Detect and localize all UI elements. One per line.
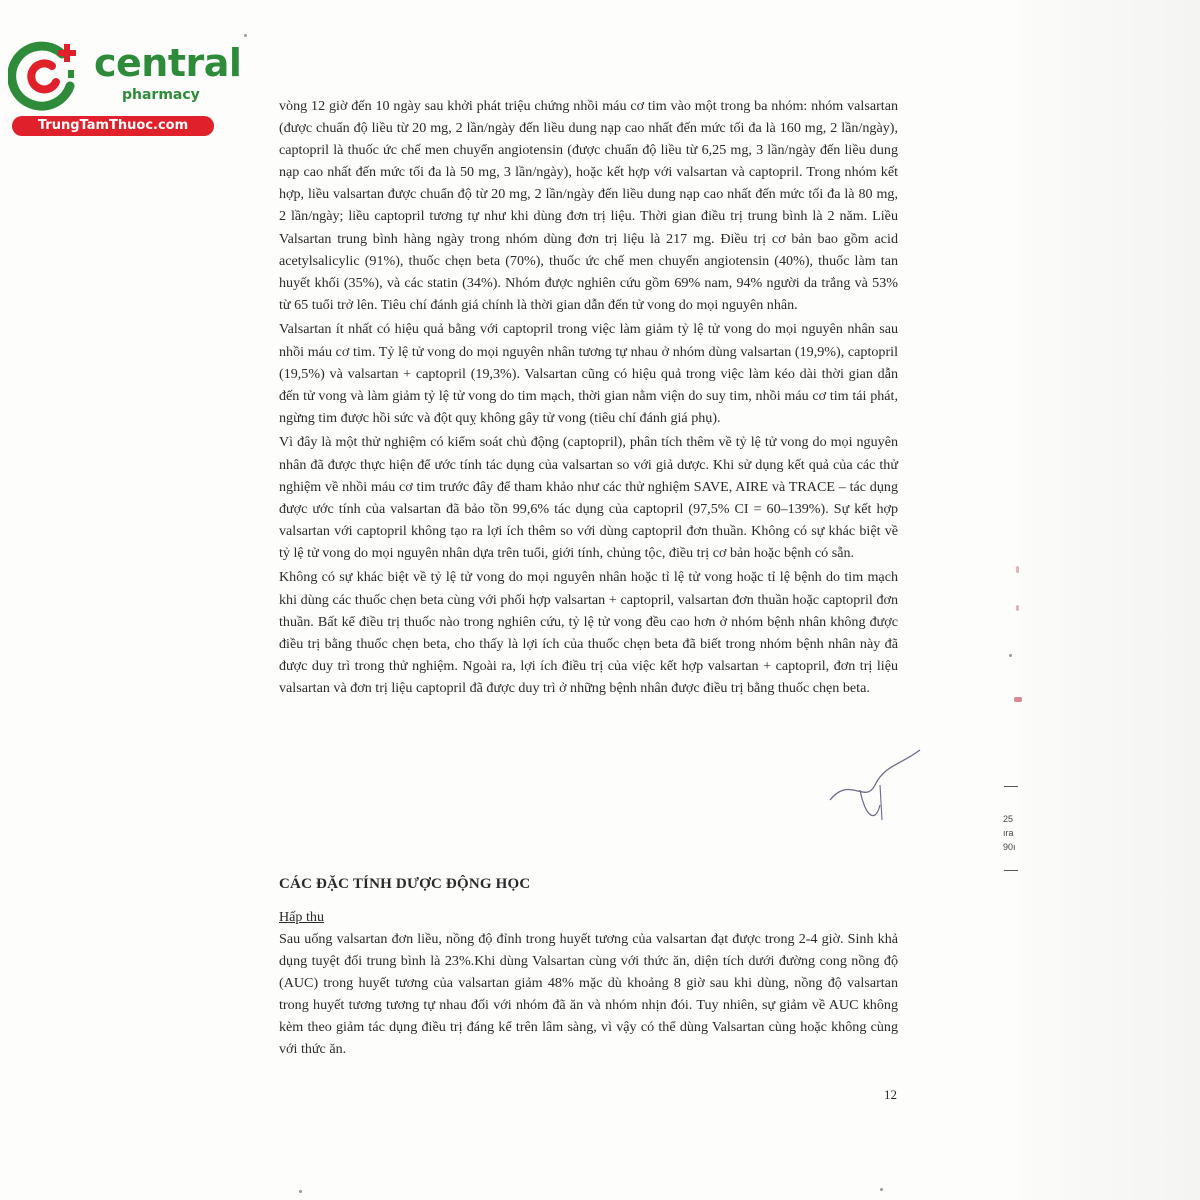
document-body (279, 95, 898, 702)
logo-brand-text: central (94, 41, 242, 85)
scan-dot (1009, 654, 1012, 657)
logo-website-banner[interactable]: TrungTamThuoc.com (12, 116, 214, 136)
margin-rule (1004, 786, 1018, 787)
scan-dot (880, 1188, 883, 1191)
body-paragraph: Valsartan ít nhất có hiệu quả bằng với captopril trong việc làm giảm tỷ lệ tử vong do mọi nguyên nhân sau nhồi máu cơ tim. Tỷ lệ tử vong do mọi nguyên nhân tương tự nhau ở nhóm dùng valsartan (19,9%), captopril (19,5%) và valsartan + captopril (19,3%). Valsartan cũng có hiệu quả trong việc làm kéo dài thời gian dẫn đến tử vong và làm giảm tỷ lệ tử vong do tim mạch, thời gian nằm viện do suy tim, nhồi máu cơ tim tái phát, ngừng tim được hồi sức và đột quỵ không gây tử vong (tiêu chí đánh giá phụ). (279, 321, 898, 426)
margin-note (1003, 812, 1016, 854)
scan-dot (244, 34, 247, 37)
page-number: 12 (884, 1087, 897, 1102)
margin-note-line: 25 (1003, 814, 1014, 824)
absorption-paragraph: Sau uống valsartan đơn liều, nồng độ đỉnh trong huyết tương của valsartan đạt được trong 2-4 giờ. Sinh khả dụng tuyệt đối trung bình là 23%.Khi dùng Valsartan cùng với thức ăn, diện tích dưới đường cong nồng độ (AUC) trong huyết tương của valsartan giảm 48% mặc dù khoảng 8 giờ sau khi dùng, nồng độ valsartan trong huyết tương tương tự nhau đối với nhóm đã ăn và nhóm nhịn đói. Tuy nhiên, sự giảm về AUC không kèm theo giảm tác dụng điều trị đáng kể trên lâm sàng, vì vậy có thể dùng Valsartan cùng hoặc không cùng với thức ăn. (279, 931, 898, 1058)
central-pharmacy-logo-icon (8, 36, 88, 116)
margin-note-line: 90ı (1003, 842, 1016, 852)
scan-dot (299, 1190, 302, 1193)
section-subheading: Hấp thu (279, 909, 325, 925)
body-paragraph: Không có sự khác biệt về tỷ lệ tử vong do mọi nguyên nhân hoặc tỉ lệ tử vong hoặc tỉ lệ bệnh do tim mạch khi dùng các thuốc chẹn beta cùng với phối hợp valsartan + captopril, valsartan đơn thuần hoặc captopril đơn thuần. Bất kể điều trị thuốc nào trong nghiên cứu, tỷ lệ tử vong đều cao hơn ở nhóm bệnh nhân không được điều trị bằng thuốc chẹn beta, cho thấy là lợi ích của thuốc chẹn beta đã biết trong nhóm bệnh nhân này đã được duy trì trong thử nghiệm. Ngoài ra, lợi ích điều trị của việc kết hợp valsartan + captopril, đơn trị liệu valsartan và đơn trị liệu captopril đã được duy trì ở những bệnh nhân được điều trị bằng thuốc chẹn beta. (279, 569, 898, 696)
scan-mark (1014, 697, 1022, 702)
absorption-text (279, 928, 898, 1061)
signature-mark (820, 745, 930, 835)
section-heading: CÁC ĐẶC TÍNH DƯỢC ĐỘNG HỌC (279, 876, 531, 892)
scan-mark (1016, 566, 1019, 573)
body-paragraph: Vì đây là một thử nghiệm có kiểm soát chủ động (captopril), phân tích thêm về tỷ lệ tử vong do mọi nguyên nhân đã được thực hiện để ước tính tác dụng của valsartan so với giả dược. Khi sử dụng kết quả của các thử nghiệm về nhồi máu cơ tim trước đây để tham khảo như các thử nghiệm SAVE, AIRE và TRACE – tác dụng được ước tính của valsartan đã bảo tồn 99,6% tác dụng của captopril (97,5% CI = 60–139%). Sự kết hợp valsartan với captopril không tạo ra lợi ích thêm so với dùng captopril đơn thuần. Không có sự khác biệt về tỷ lệ tử vong do mọi nguyên nhân dựa trên tuổi, giới tính, chủng tộc, điều trị cơ bản hoặc bệnh có sẵn. (279, 434, 898, 561)
scan-mark (1016, 605, 1019, 611)
brand-logo[interactable] (8, 36, 242, 136)
scan-edge-shade (1020, 0, 1200, 1200)
body-paragraph: vòng 12 giờ đến 10 ngày sau khởi phát triệu chứng nhồi máu cơ tim vào một trong ba nhóm: nhóm valsartan (được chuẩn độ liều từ 20 mg, 2 lần/ngày đến liều dung nạp cao nhất đến mức tối đa là 160 mg, 2 lần/ngày), captopril là thuốc ức chế men chuyển angiotensin (được chuẩn độ liều từ 6,25 mg, 3 lần/ngày đến liều dung nạp cao nhất đến mức tối đa là 50 mg, 3 lần/ngày), hoặc kết hợp với valsartan và captopril. Trong nhóm kết hợp, liều valsartan được chuẩn độ từ 20 mg, 2 lần/ngày đến liều dung nạp cao nhất đến mức tối đa là 80 mg, 2 lần/ngày; liều captopril tương tự như khi dùng đơn trị liệu. Thời gian điều trị trung bình là 2 năm. Liều Valsartan trung bình hàng ngày trong nhóm dùng đơn trị liệu là 217 mg. Điều trị cơ bản bao gồm acid acetylsalicylic (91%), thuốc chẹn beta (70%), thuốc ức chế men chuyển angiotensin (40%), thuốc làm tan huyết khối (35%), và các statin (34%). Nhóm được nghiên cứu gồm 69% nam, 94% người da trắng và 53% từ 65 tuổi trở lên. Tiêu chí đánh giá chính là thời gian dẫn đến tử vong do mọi nguyên nhân. (279, 98, 898, 313)
margin-rule (1004, 870, 1018, 871)
margin-note-line: ıra (1003, 828, 1014, 838)
logo-sub-text: pharmacy (122, 87, 200, 103)
